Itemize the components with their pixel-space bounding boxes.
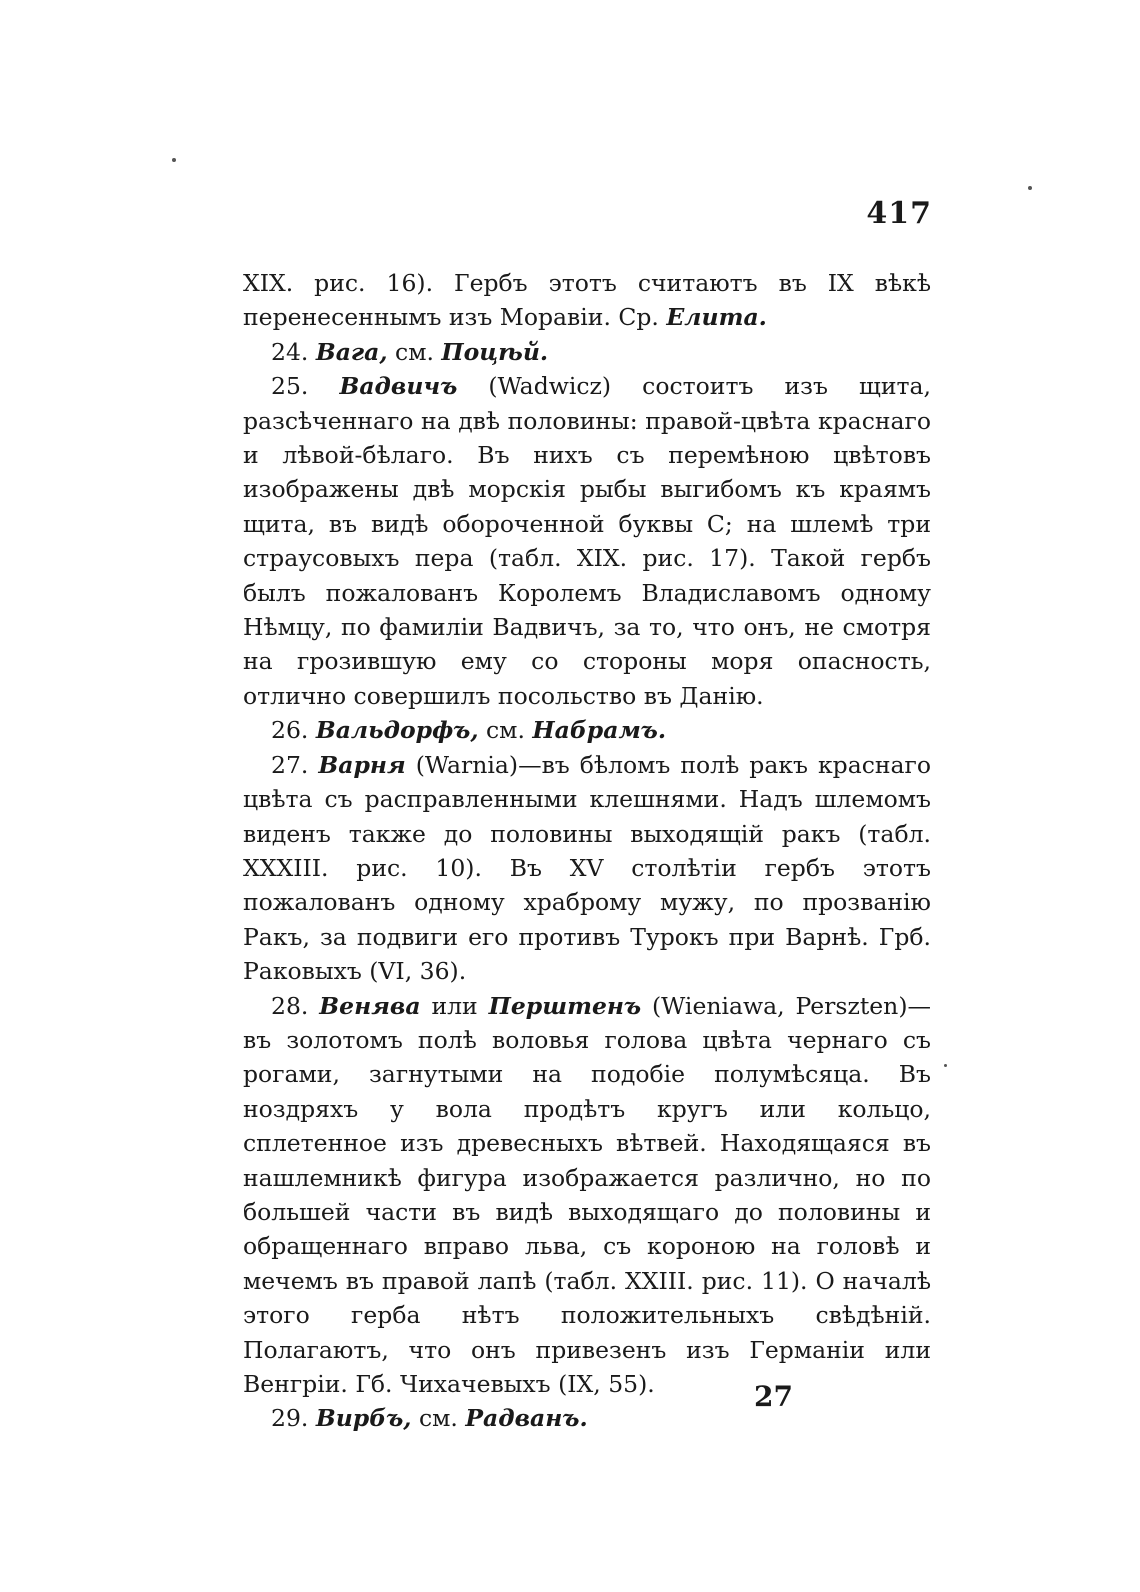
entry-term: Елита. (666, 303, 767, 332)
body-text (243, 266, 931, 1436)
entry-text: (Warnia)—въ бѣломъ полѣ ракъ краснаго цвѣта съ расправленными клешнями. Надъ шлемомъ виденъ также до половины выходящій ракъ (табл. XXXIII. рис. 10). Въ XV столѣтіи гербъ этотъ пожалованъ одному храброму мужу, по прозванію Ракъ, за подвиги его противъ Турокъ при Варнѣ. Грб. Раковыхъ (VI, 36). (243, 750, 932, 986)
entry-paragraph (243, 266, 931, 335)
entry-term: Перштенъ (488, 991, 642, 1020)
ink-speck (944, 1064, 947, 1067)
entry-text: XIX. рис. 16). Гербъ этотъ считаютъ въ IX вѣкѣ перенесеннымъ изъ Моравіи. Ср. (243, 269, 931, 332)
entry-term: Вага, (315, 337, 388, 366)
entry-term: Варня (318, 750, 406, 779)
entry-text: 27. (271, 750, 319, 779)
ink-speck (172, 158, 176, 162)
entry-term: Венява (319, 991, 421, 1020)
entry-paragraph (243, 369, 931, 713)
entry-text: см. (387, 337, 442, 366)
entry-text: 29. (271, 1404, 316, 1433)
entry-text: 25. (271, 372, 340, 401)
entry-text: 28. (271, 991, 320, 1020)
entry-paragraph (243, 989, 931, 1402)
entry-paragraph (243, 748, 931, 989)
entry-term: Набрамъ. (532, 716, 667, 745)
entry-term: Радванъ. (465, 1404, 588, 1433)
entry-paragraph (243, 1401, 931, 1435)
entry-text: или (420, 991, 489, 1020)
entry-text: см. (411, 1404, 466, 1433)
ink-speck (1028, 186, 1032, 190)
entry-paragraph (243, 335, 931, 369)
entry-term: Вальдорфъ, (315, 716, 479, 745)
entry-text: 26. (271, 716, 316, 745)
entry-text: см. (478, 716, 533, 745)
entry-text: (Wadwicz) состоитъ изъ щита, разсѣченнаго на двѣ половины: правой-цвѣта краснаго и лѣвой-бѣлаго. Въ нихъ съ перемѣною цвѣтовъ изображены двѣ морскія рыбы выгибомъ къ краямъ щита, въ видѣ обороченной буквы С; на шлемѣ три страусовыхъ пера (табл. XIX. рис. 17). Такой гербъ былъ пожалованъ Королемъ Владиславомъ одному Нѣмцу, по фамиліи Вадвичъ, за то, что онъ, не смотря на грозившую ему со стороны моря опасность, отлично совершилъ посольство въ Данію. (243, 372, 932, 710)
entry-term: Вирбъ, (315, 1404, 412, 1433)
entry-term: Вадвичъ (339, 372, 458, 401)
signature-mark: 27 (754, 1380, 793, 1413)
page-number: 417 (866, 196, 932, 231)
entry-text: 24. (271, 337, 316, 366)
entry-term: Поцѣй. (441, 337, 549, 366)
entry-paragraph (243, 713, 931, 747)
entry-text: (Wieniawa, Perszten)—въ золотомъ полѣ воловья голова цвѣта чернаго съ рогами, загнутыми на подобіе полумѣсяца. Въ ноздряхъ у вола продѣтъ кругъ или кольцо, сплетенное изъ древесныхъ вѣтвей. Находящаяся въ нашлемникѣ фигура изображается различно, но по большей части въ видѣ выходящаго до половины и обращеннаго вправо льва, съ короною на головѣ и мечемъ въ правой лапѣ (табл. XXIII. рис. 11). О началѣ этого герба нѣтъ положительныхъ свѣдѣній. Полагаютъ, что онъ привезенъ изъ Германіи или Венгріи. Гб. Чихачевыхъ (IX, 55). (243, 991, 931, 1398)
